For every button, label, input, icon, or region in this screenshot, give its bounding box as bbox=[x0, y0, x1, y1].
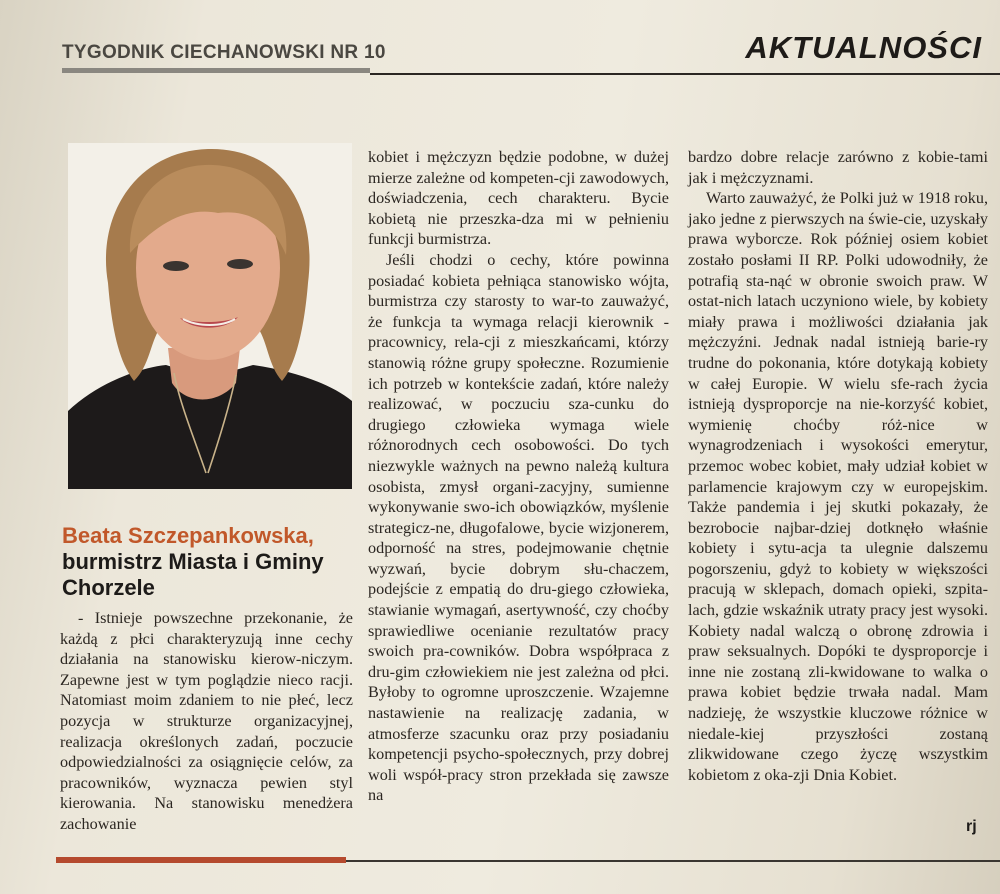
article-column-2 bbox=[368, 147, 669, 806]
portrait-photo bbox=[68, 143, 352, 489]
portrait-illustration bbox=[68, 143, 352, 489]
author-role: burmistrz Miasta i Gminy Chorzele bbox=[62, 549, 324, 600]
section-title: AKTUALNOŚCI bbox=[745, 30, 982, 65]
author-name: Beata Szczepankowska, bbox=[62, 523, 314, 548]
footer-rule bbox=[346, 860, 1000, 862]
article-paragraph: Jeśli chodzi o cechy, które powinna posiadać kobieta pełniąca stanowisko wójta, burmistrza czy starosty to war-to zauważyć, że funkcja ta wymaga relacji kierownik - pracownicy, rela-cji z mieszkańcami, którzy stanowią różne grupy społeczne. Rozumienie ich potrzeb w kontekście zadań, które należy realizować, w poczuciu sza-cunku do drugiego człowieka wymaga wiele różnorodnych cech osobowości. Do tych niezwykle ważnych na pewno należą kultura osobista, zmysł organi-zacyjny, sumienne wykonywanie swo-ich obowiązków, myślenie strategicz-ne, długofalowe, bycie wizjonerem, odporność na stres, podejmowanie chętnie wyzwań, bycie dobrym słu-chaczem, podejście z empatią do dru-giego człowieka, stawianie wymagań, asertywność, czy choćby sprawiedliwe ocenianie rezultatów pracy swoich pra-cowników. Dobra współpraca z dru-gim człowiekiem nie jest zależna od płci. Byłoby to ogromne uproszczenie. Wzajemne nastawienie na realizację zadania, w atmosferze szacunku oraz przy posiadaniu kompetencji psycho-społecznych, przy dobrej woli współ-pracy stron przekłada się zawsze na bbox=[368, 250, 669, 805]
portrait-eye-right bbox=[227, 259, 253, 269]
portrait-eye-left bbox=[163, 261, 189, 271]
article-paragraph: bardzo dobre relacje zarówno z kobie-tami jak i mężczyznami. bbox=[688, 148, 988, 187]
author-signature: rj bbox=[966, 818, 977, 835]
footer-accent-bar bbox=[56, 857, 346, 863]
header-rule bbox=[370, 73, 1000, 75]
byline bbox=[62, 523, 362, 601]
article-column-3 bbox=[688, 147, 988, 785]
publication-header-underline bbox=[62, 68, 370, 73]
publication-header: TYGODNIK CIECHANOWSKI NR 10 bbox=[62, 42, 386, 63]
article-paragraph: kobiet i mężczyzn będzie podobne, w dużej mierze zależne od kompeten-cji zawodowych, doświadczenia, cech charakteru. Bycie kobietą nie przeszka-dza mi w pełnieniu funkcji burmistrza. bbox=[368, 148, 669, 249]
article-paragraph: - Istnieje powszechne przekonanie, że każdą z płci charakteryzują inne cechy działania na stanowisku kierow-niczym. Zapewne jest w tym poglądzie nieco racji. Natomiast moim zdaniem to nie płeć, lecz pozycja w strukturze organizacyjnej, realizacja określonych zadań, poczucie odpowiedzialności za osiągnięcie celów, za pracowników, wyznacza pewien styl kierowania. Na stanowisku menedżera zachowanie bbox=[60, 609, 353, 833]
article-paragraph: Warto zauważyć, że Polki już w 1918 roku, jako jedne z pierwszych na świe-cie, uzyskały prawa wyborcze. Rok później osiem kobiet zostało posłami II RP. Polki udowodniły, że potrafią sta-nąć w obronie swoich praw. W ostat-nich latach uczyniono wiele, by kobiety miały prawa i możliwości działania jak mężczyźni. Jednak nadal istnieją barie-ry trudne do pokonania, które dotykają kobiety w całej Europie. W wielu sfe-rach życia istnieją dysproporcje na nie-korzyść kobiet, wymienię choćby róż-nice w wynagrodzeniach i wysokości emerytur, przemoc wobec kobiet, mały udział kobiet w parlamencie krajowym czy w europejskim. Także pandemia i jej skutki pokazały, że bezrobocie najbar-dziej dotknęło właśnie kobiety i sytu-acja ta ulegnie dalszemu pogorszeniu, gdyż to kobiety w większości pracują w sklepach, domach opieki, szpita-lach, gdzie wskaźnik utraty pracy jest wysoki. Kobiety nadal walczą o obronę zdrowia i praw seksualnych. Dopóki te dysproporcje i inne nie zostaną zli-kwidowane to walka o prawa kobiet będzie trwała nadal. Mam nadzieję, że wszystkie kluczowe różnice w niedale-kiej przyszłości zostaną zlikwidowane czego życzę wszystkim kobietom z oka-zji Dnia Kobiet. bbox=[688, 189, 988, 784]
article-column-1 bbox=[60, 608, 353, 835]
